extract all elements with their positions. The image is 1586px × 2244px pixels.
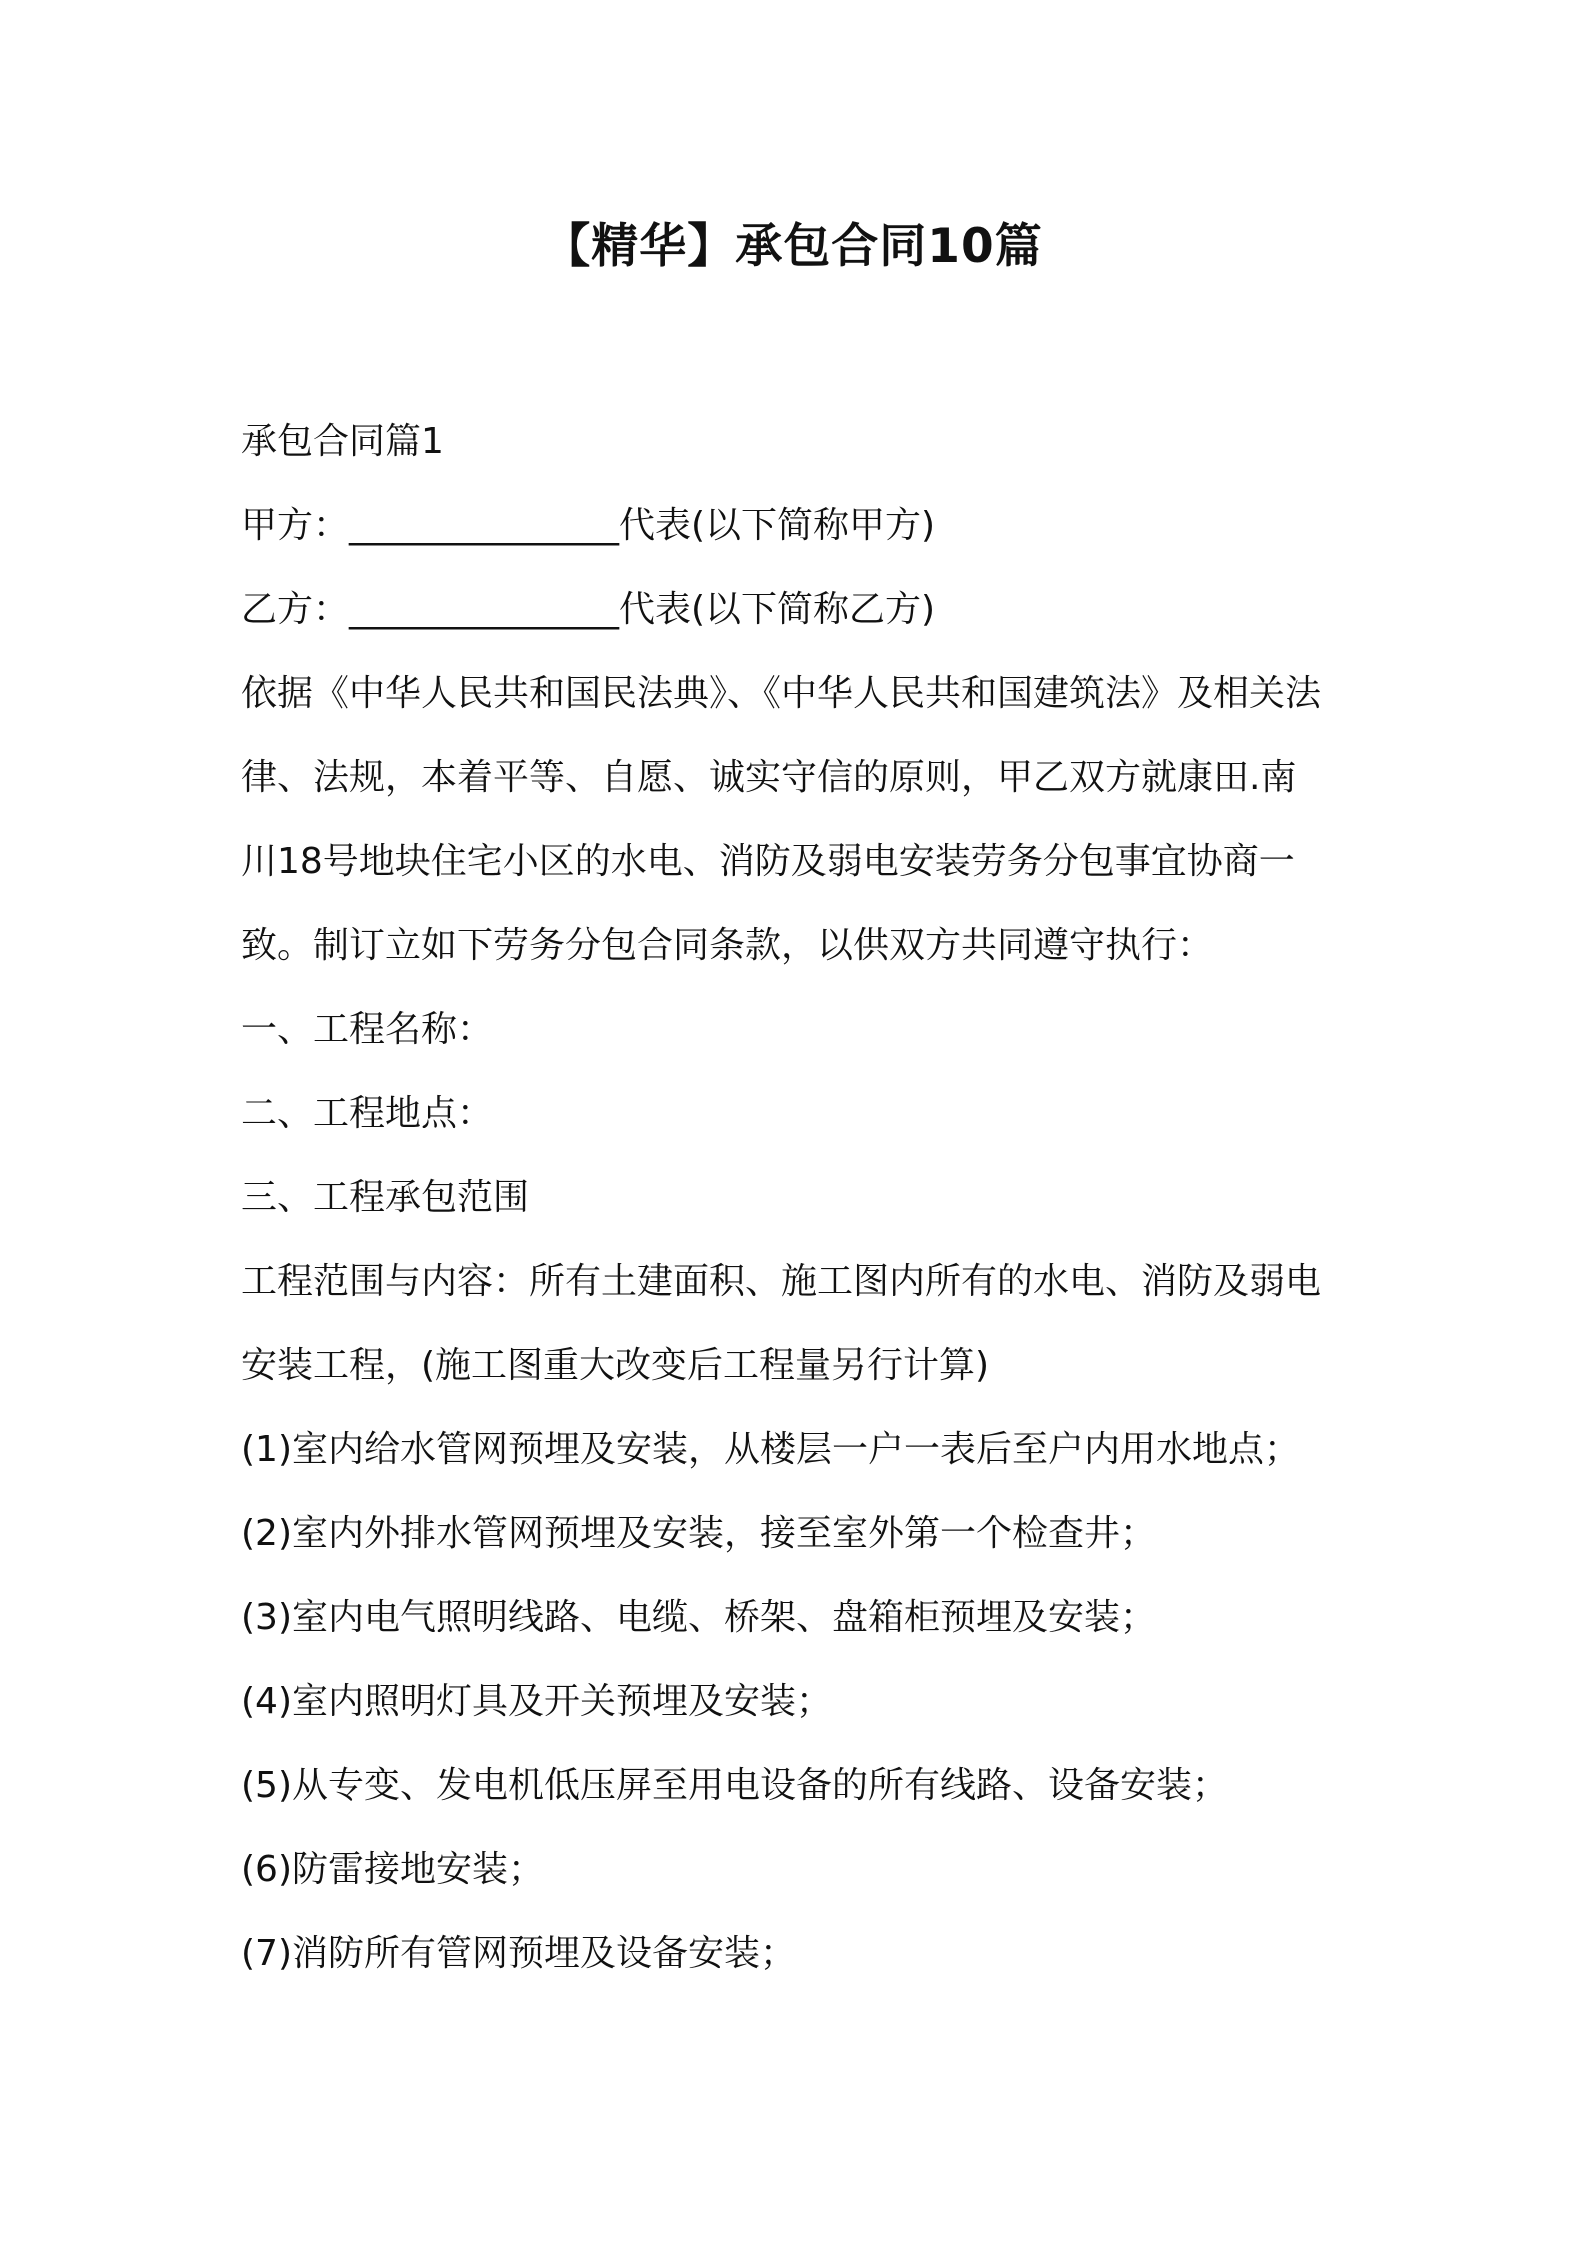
list-item: (6)防雷接地安装； xyxy=(241,1849,544,1890)
list-item: (3)室内电气照明线路、电缆、桥架、盘箱柜预埋及安装； xyxy=(241,1597,1156,1638)
clause-heading: 三、工程承包范围 xyxy=(241,1177,530,1218)
paragraph-line: 安装工程，(施工图重大改变后工程量另行计算) xyxy=(241,1345,990,1386)
paragraph-line: 川18号地块住宅小区的水电、消防及弱电安装劳务分包事宜协商一 xyxy=(241,841,1295,882)
clause-heading: 二、工程地点： xyxy=(241,1093,494,1134)
clause-heading: 一、工程名称： xyxy=(241,1009,494,1050)
list-item: (7)消防所有管网预埋及设备安装； xyxy=(241,1933,796,1974)
document-body xyxy=(241,400,1366,1996)
list-item: (2)室内外排水管网预埋及安装，接至室外第一个检查井； xyxy=(241,1513,1156,1554)
party-b-line: 乙方：_______________代表(以下简称乙方) xyxy=(241,589,936,630)
document-title: 【精华】承包合同10篇 xyxy=(543,219,1043,274)
paragraph-line: 致。制订立如下劳务分包合同条款，以供双方共同遵守执行： xyxy=(241,925,1214,966)
list-item: (1)室内给水管网预埋及安装，从楼层一户一表后至户内用水地点； xyxy=(241,1429,1300,1470)
section-heading: 承包合同篇1 xyxy=(241,421,444,462)
party-a-line: 甲方：_______________代表(以下简称甲方) xyxy=(241,505,936,546)
paragraph-line: 工程范围与内容：所有土建面积、施工图内所有的水电、消防及弱电 xyxy=(241,1261,1322,1302)
paragraph-line: 律、法规，本着平等、自愿、诚实守信的原则，甲乙双方就康田.南 xyxy=(241,757,1297,798)
list-item: (5)从专变、发电机低压屏至用电设备的所有线路、设备安装； xyxy=(241,1765,1228,1806)
list-item: (4)室内照明灯具及开关预埋及安装； xyxy=(241,1681,832,1722)
paragraph-line: 依据《中华人民共和国民法典》、《中华人民共和国建筑法》及相关法 xyxy=(241,673,1322,714)
